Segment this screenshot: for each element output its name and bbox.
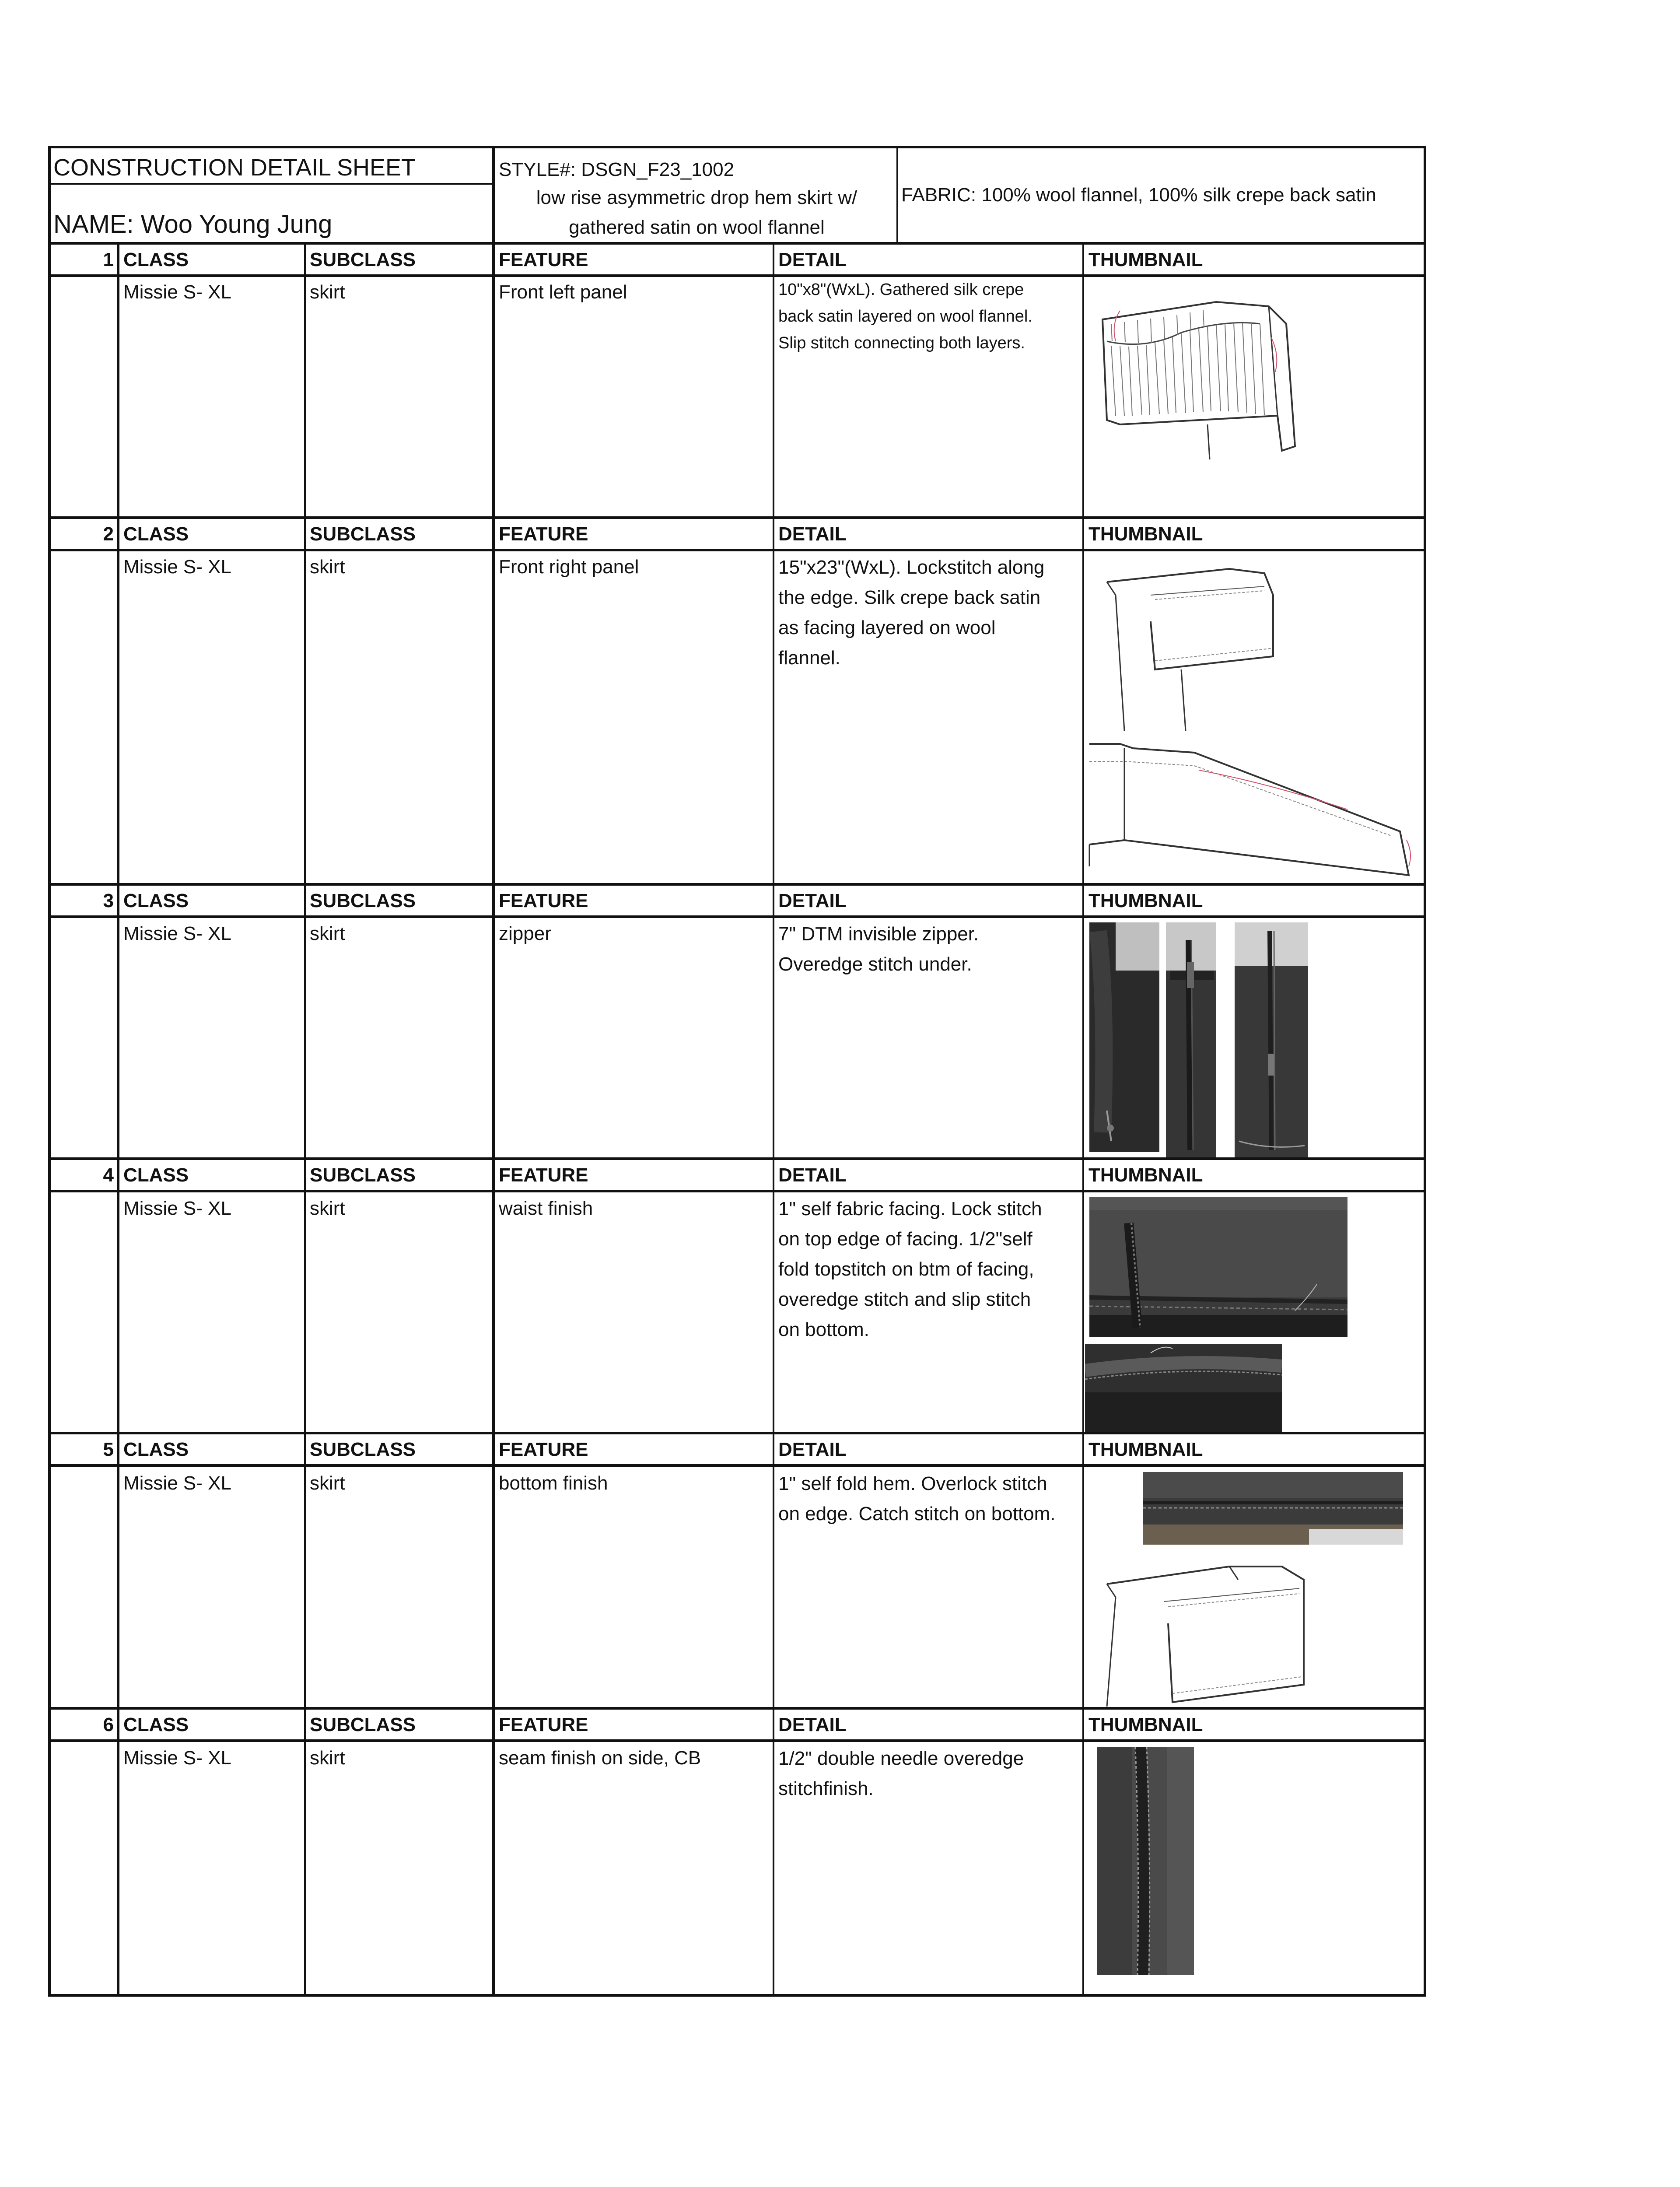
- row-5-detail-header: DETAIL: [778, 1439, 847, 1460]
- zipper-photo-icon: [1235, 922, 1308, 1159]
- row-2-class-header: CLASS: [123, 523, 189, 545]
- frame-top-border: [48, 146, 1426, 148]
- row-5-subclass: skirt: [310, 1472, 345, 1494]
- style-description-line2: gathered satin on wool flannel: [569, 217, 825, 238]
- gathered-panel-sketch-icon: [1094, 284, 1304, 468]
- row-1-detail-header: DETAIL: [778, 249, 847, 270]
- row-4-header-border: [48, 1190, 1426, 1192]
- frame-left-border: [48, 146, 51, 1997]
- row-4-number: 4: [103, 1164, 114, 1186]
- row-5-class-header: CLASS: [123, 1439, 189, 1460]
- row-1-subclass-header: SUBCLASS: [310, 249, 416, 270]
- row-1-thumbnail-header: THUMBNAIL: [1088, 249, 1203, 270]
- row-3-top-border: [48, 883, 1426, 886]
- row-6-subclass: skirt: [310, 1747, 345, 1769]
- row-4-feature-header: FEATURE: [499, 1164, 588, 1186]
- waist-facing-photo-icon: [1089, 1197, 1348, 1337]
- row-1-top-border: [48, 242, 1426, 245]
- detail-column-divider: [1082, 243, 1084, 1997]
- row-6-header-border: [48, 1739, 1426, 1742]
- panel-sketch-icon: [1098, 556, 1291, 740]
- frame-bottom-border: [48, 1994, 1426, 1997]
- row-1-subclass: skirt: [310, 281, 345, 303]
- frame-right-border: [1424, 146, 1426, 1997]
- row-5-detail: 1" self fold hem. Overlock stitch on edge. Catch stitch on bottom.: [778, 1473, 1056, 1525]
- row-4-top-border: [48, 1157, 1426, 1160]
- hem-sketch-icon: [1098, 1553, 1326, 1711]
- row-3-subclass-header: SUBCLASS: [310, 890, 416, 911]
- row-2-subclass-header: SUBCLASS: [310, 523, 416, 545]
- zipper-photo-icon: [1166, 922, 1216, 1159]
- row-6-class: Missie S- XL: [123, 1747, 231, 1769]
- header-divider-2: [896, 146, 898, 244]
- row-1-detail: 10"x8"(WxL). Gathered silk crepe back satin layered on wool flannel. Slip stitch connecting both layers.: [778, 280, 1032, 352]
- row-1-class: Missie S- XL: [123, 281, 231, 303]
- row-2-feature: Front right panel: [499, 556, 639, 578]
- row-5-class: Missie S- XL: [123, 1472, 231, 1494]
- zipper-photo-icon: [1089, 922, 1159, 1152]
- row-4-detail: 1" self fabric facing. Lock stitch on top edge of facing. 1/2"self fold topstitch on btm of facing, overedge stitch and slip stitch on bottom.: [778, 1198, 1042, 1340]
- row-2-header-border: [48, 549, 1426, 551]
- row-5-number: 5: [103, 1439, 114, 1460]
- class-column-divider: [304, 243, 306, 1997]
- row-5-feature: bottom finish: [499, 1472, 608, 1494]
- hem-photo-icon: [1143, 1472, 1403, 1545]
- row-2-top-border: [48, 516, 1426, 519]
- row-3-thumbnail-header: THUMBNAIL: [1088, 890, 1203, 911]
- row-3-header-border: [48, 915, 1426, 918]
- row-1-feature-header: FEATURE: [499, 249, 588, 270]
- fabric-description: FABRIC: 100% wool flannel, 100% silk crepe back satin: [901, 184, 1376, 206]
- feature-column-divider: [773, 243, 774, 1997]
- subclass-column-divider: [492, 243, 495, 1997]
- row-4-subclass-header: SUBCLASS: [310, 1164, 416, 1186]
- seam-photo-icon: [1097, 1747, 1194, 1975]
- row-2-number: 2: [103, 523, 114, 545]
- row-4-class: Missie S- XL: [123, 1198, 231, 1219]
- row-2-detail-header: DETAIL: [778, 523, 847, 545]
- row-1-class-header: CLASS: [123, 249, 189, 270]
- style-number: STYLE#: DSGN_F23_1002: [499, 159, 735, 180]
- row-3-detail: 7" DTM invisible zipper. Overedge stitch under.: [778, 923, 979, 975]
- row-6-subclass-header: SUBCLASS: [310, 1714, 416, 1735]
- drop-hem-sketch-icon: [1085, 735, 1422, 886]
- row-4-class-header: CLASS: [123, 1164, 189, 1186]
- row-5-subclass-header: SUBCLASS: [310, 1439, 416, 1460]
- row-1-feature: Front left panel: [499, 281, 627, 303]
- row-6-detail-header: DETAIL: [778, 1714, 847, 1735]
- row-1-header-border: [48, 274, 1426, 277]
- row-6-thumbnail-header: THUMBNAIL: [1088, 1714, 1203, 1735]
- row-4-feature: waist finish: [499, 1198, 593, 1219]
- row-3-class: Missie S- XL: [123, 923, 231, 944]
- row-3-class-header: CLASS: [123, 890, 189, 911]
- row-2-subclass: skirt: [310, 556, 345, 578]
- style-description-line1: low rise asymmetric drop hem skirt w/: [536, 187, 858, 208]
- row-2-class: Missie S- XL: [123, 556, 231, 578]
- row-4-thumbnail-header: THUMBNAIL: [1088, 1164, 1203, 1186]
- row-6-detail: 1/2" double needle overedge stitchfinish.: [778, 1748, 1024, 1799]
- row-5-thumbnail-header: THUMBNAIL: [1088, 1439, 1203, 1460]
- row-5-feature-header: FEATURE: [499, 1439, 588, 1460]
- row-2-thumbnail-header: THUMBNAIL: [1088, 523, 1203, 545]
- overedge-photo-icon: [1085, 1344, 1282, 1432]
- row-6-number: 6: [103, 1714, 114, 1735]
- row-6-feature-header: FEATURE: [499, 1714, 588, 1735]
- row-3-feature-header: FEATURE: [499, 890, 588, 911]
- row-4-subclass: skirt: [310, 1198, 345, 1219]
- row-6-top-border: [48, 1707, 1426, 1710]
- row-2-detail: 15"x23"(WxL). Lockstitch along the edge. Silk crepe back satin as facing layered on wool flannel.: [778, 557, 1045, 669]
- row-3-detail-header: DETAIL: [778, 890, 847, 911]
- row-6-class-header: CLASS: [123, 1714, 189, 1735]
- header-title-divider: [48, 183, 494, 185]
- sheet-title: CONSTRUCTION DETAIL SHEET: [53, 154, 416, 181]
- row-3-number: 3: [103, 890, 114, 911]
- designer-name: NAME: Woo Young Jung: [53, 210, 332, 238]
- row-5-header-border: [48, 1464, 1426, 1467]
- row-5-top-border: [48, 1432, 1426, 1434]
- row-3-subclass: skirt: [310, 923, 345, 944]
- row-1-number: 1: [103, 249, 114, 270]
- header-divider-1: [492, 146, 495, 244]
- row-3-feature: zipper: [499, 923, 551, 944]
- row-2-feature-header: FEATURE: [499, 523, 588, 545]
- number-column-divider: [117, 243, 119, 1997]
- row-4-detail-header: DETAIL: [778, 1164, 847, 1186]
- row-6-feature: seam finish on side, CB: [499, 1747, 701, 1769]
